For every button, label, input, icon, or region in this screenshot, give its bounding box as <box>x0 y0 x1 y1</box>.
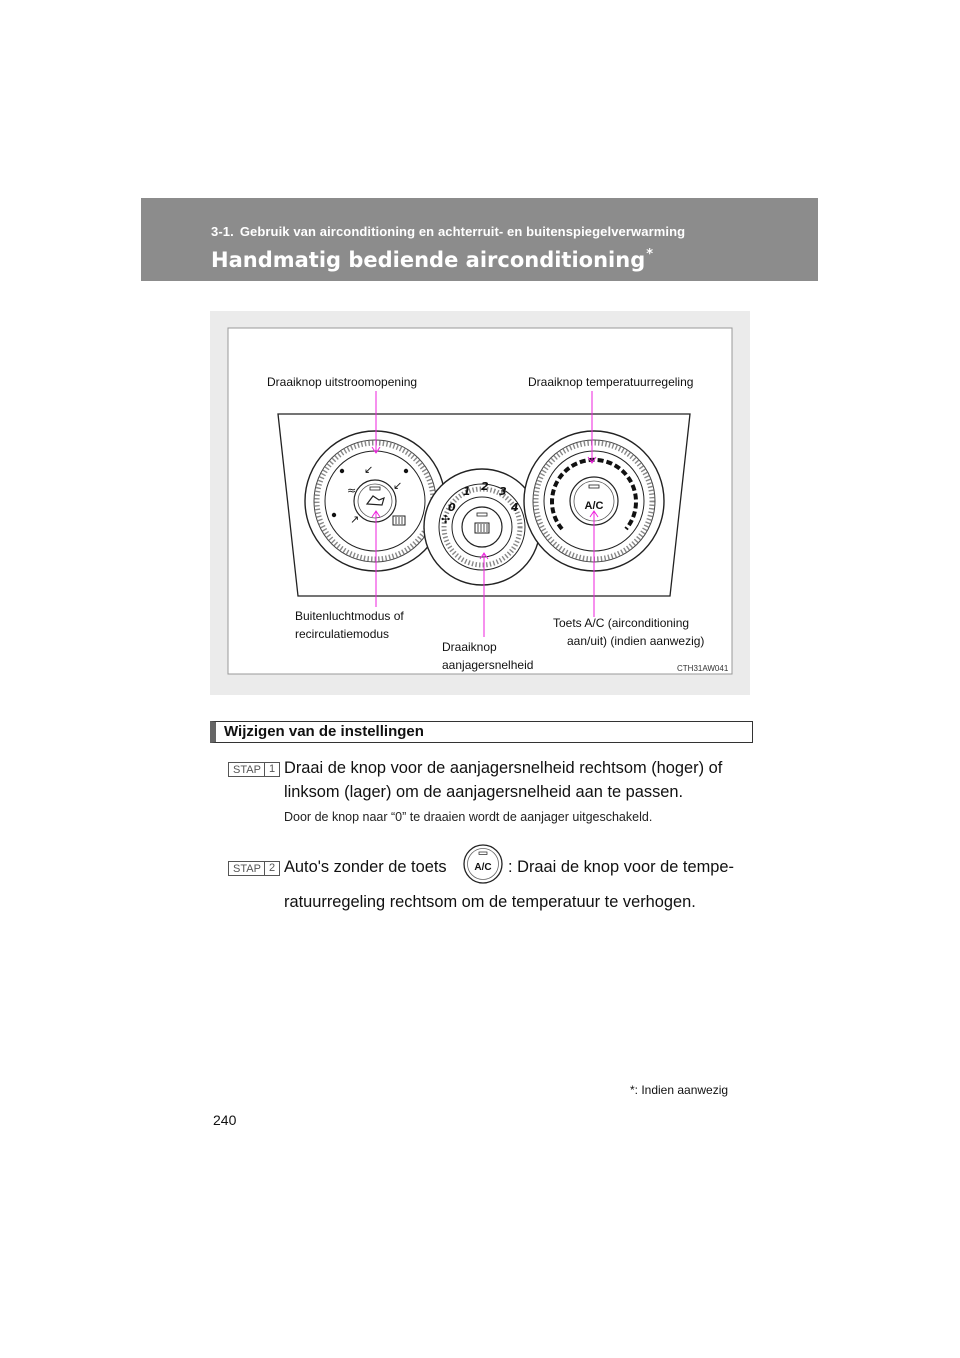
chapter-header <box>141 198 818 281</box>
footnote: *: Indien aanwezig <box>630 1083 729 1097</box>
fan-speed-dial <box>424 469 540 585</box>
svg-text:0: 0 <box>448 501 456 514</box>
svg-text:↗: ↗ <box>350 513 360 526</box>
svg-text:4: 4 <box>511 501 519 514</box>
step2-line1-after: : Draai de knop voor de tempe- <box>508 858 734 876</box>
fan-speed-label-line2: aanjagersnelheid <box>442 658 534 672</box>
figure-code: CTH31AW041 <box>677 664 729 673</box>
step1-badge-number: 1 <box>264 763 279 776</box>
svg-text:✣: ✣ <box>441 513 451 526</box>
step2-badge-number: 2 <box>264 862 279 875</box>
step1-line1: Draai de knop voor de aanjagersnelheid rechtsom (hoger) of <box>284 759 723 777</box>
section-title: Gebruik van airconditioning en achterruit- en buitenspiegelverwarming <box>239 224 686 239</box>
page-number: 240 <box>213 1112 237 1128</box>
recirc-label-line1: Buitenluchtmodus of <box>295 609 404 623</box>
fan-speed-label-line1: Draaiknop <box>442 640 497 654</box>
subheading-box <box>210 721 753 743</box>
step1-badge-label: STAP <box>233 764 261 776</box>
recirc-label-line2: recirculatiemodus <box>295 627 390 641</box>
title-asterisk-icon: * <box>646 247 654 262</box>
step2-line2: ratuurregeling rechtsom om de temperatuur te verhogen. <box>284 893 696 911</box>
step2-line1-before: Auto's zonder de toets <box>284 858 447 876</box>
fan-speed-label <box>442 638 533 674</box>
svg-text:3: 3 <box>499 485 507 498</box>
subheading-text: Wijzigen van de instellingen <box>224 723 424 740</box>
step2-badge-label: STAP <box>233 863 261 875</box>
temp-dial-label: Draaiknop temperatuurregeling <box>528 375 694 389</box>
outlet-dial-label: Draaiknop uitstroomopening <box>267 375 418 389</box>
step1-note: Door de knop naar “0” te draaien wordt de aanjager uitgeschakeld. <box>284 810 653 824</box>
ac-button-icon <box>462 843 504 885</box>
page-title <box>211 247 653 272</box>
section-number: 3-1. <box>211 224 234 239</box>
ac-button-label <box>553 614 704 650</box>
svg-text:1: 1 <box>463 485 471 498</box>
climate-control-figure <box>210 311 750 695</box>
svg-text:↙: ↙ <box>364 463 374 476</box>
page-title-text: Handmatig bediende airconditioning <box>211 248 646 272</box>
step2-badge <box>228 861 280 876</box>
section-heading <box>211 224 685 239</box>
step1-badge <box>228 762 280 777</box>
ac-button-label-line2: aan/uit) (indien aanwezig) <box>567 634 705 648</box>
ac-button-label-line1: Toets A/C (airconditioning <box>553 616 690 630</box>
svg-text:↙: ↙ <box>393 479 403 492</box>
recirc-label <box>295 607 404 643</box>
ac-button-text: A/C <box>584 500 604 512</box>
svg-text:≈: ≈ <box>347 484 357 497</box>
step1-line2: linksom (lager) om de aanjagersnelheid aan te passen. <box>284 783 684 801</box>
ac-icon-text: A/C <box>474 862 492 873</box>
svg-text:2: 2 <box>481 480 489 493</box>
